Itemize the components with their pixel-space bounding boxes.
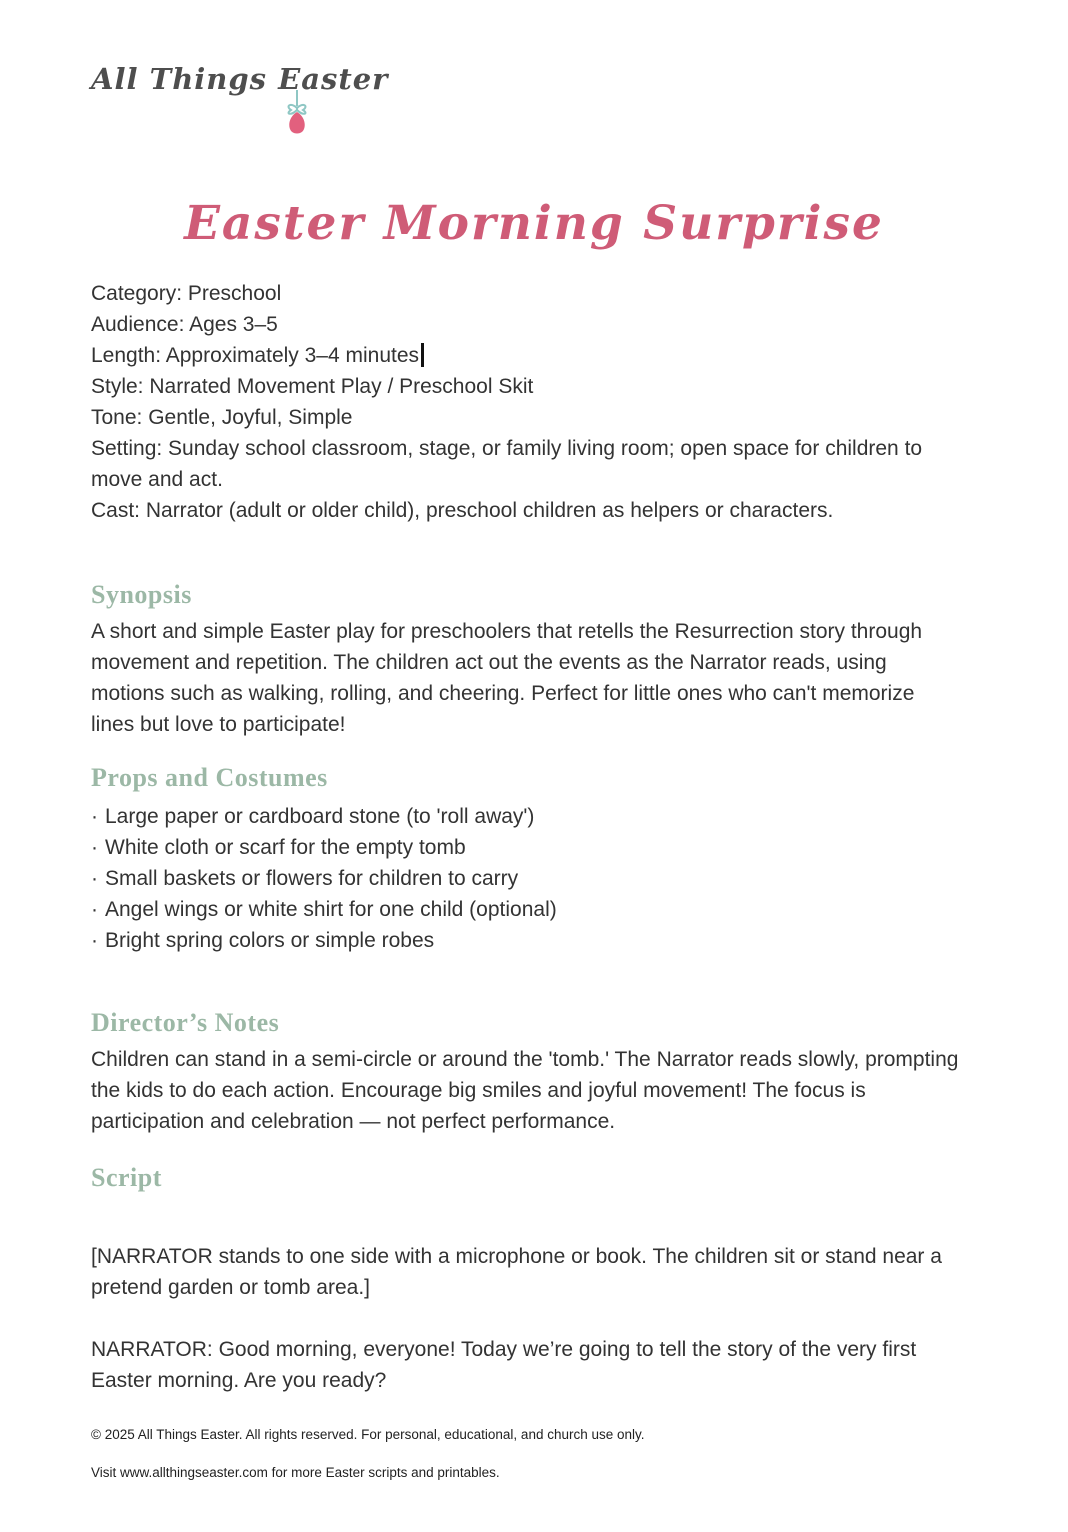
easter-egg-icon (283, 90, 311, 138)
synopsis-heading: Synopsis (91, 580, 192, 609)
page-title: Easter Morning Surprise (184, 196, 884, 251)
script-narrator-line: NARRATOR: Good morning, everyone! Today we’re going to tell the story of the very first Easter morning. Are you ready? (91, 1338, 917, 1392)
list-item (91, 832, 963, 863)
directors-notes-heading: Director’s Notes (91, 1008, 280, 1037)
page-footer (91, 1427, 963, 1481)
bullet-marker: · (91, 898, 98, 921)
list-item (91, 894, 963, 925)
bullet-marker: · (91, 836, 98, 859)
meta-category: Category: Preschool (91, 282, 282, 305)
list-item (91, 801, 963, 832)
logo (91, 62, 389, 132)
prop-item-text: Small baskets or flowers for children to carry (105, 867, 519, 890)
meta-setting: Setting: Sunday school classroom, stage, or family living room; open space for children to move and act. (91, 437, 923, 491)
meta-style: Style: Narrated Movement Play / Preschool Skit (91, 375, 534, 398)
props-list (91, 801, 963, 956)
props-heading: Props and Costumes (91, 763, 328, 792)
list-item (91, 925, 963, 956)
meta-cast: Cast: Narrator (adult or older child), preschool children as helpers or characters. (91, 499, 834, 522)
prop-item-text: Large paper or cardboard stone (to 'roll away') (105, 805, 535, 828)
synopsis-body: A short and simple Easter play for preschoolers that retells the Resurrection story through movement and repetition. The children act out the events as the Narrator reads, using motions such as walking, rolling, and cheering. Perfect for little ones who can't memorize lines but love to participate! (91, 620, 923, 736)
prop-item-text: Bright spring colors or simple robes (105, 929, 435, 952)
logo-text: All Things Easter (91, 62, 389, 96)
list-item (91, 863, 963, 894)
script-heading: Script (91, 1163, 162, 1192)
meta-audience: Audience: Ages 3–5 (91, 313, 278, 336)
bullet-marker: · (91, 805, 98, 828)
prop-item-text: White cloth or scarf for the empty tomb (105, 836, 466, 859)
prop-item-text: Angel wings or white shirt for one child (optional) (105, 898, 557, 921)
copyright-text: © 2025 All Things Easter. All rights reserved. For personal, educational, and church use only. (91, 1427, 645, 1442)
meta-length (91, 340, 963, 371)
metadata-block (91, 278, 963, 526)
document-body (91, 278, 963, 1396)
website-text: Visit www.allthingseaster.com for more Easter scripts and printables. (91, 1465, 500, 1480)
meta-tone: Tone: Gentle, Joyful, Simple (91, 406, 353, 429)
meta-length-text: Length: Approximately 3–4 minutes (91, 344, 420, 367)
script-stage-direction: [NARRATOR stands to one side with a microphone or book. The children sit or stand near a pretend garden or tomb area.] (91, 1245, 942, 1299)
directors-notes-body: Children can stand in a semi-circle or around the 'tomb.' The Narrator reads slowly, prompting the kids to do each action. Encourage big smiles and joyful movement! The focus is participation and celebration — not perfect performance. (91, 1048, 959, 1133)
bullet-marker: · (91, 867, 98, 890)
bullet-marker: · (91, 929, 98, 952)
text-cursor (421, 343, 424, 367)
